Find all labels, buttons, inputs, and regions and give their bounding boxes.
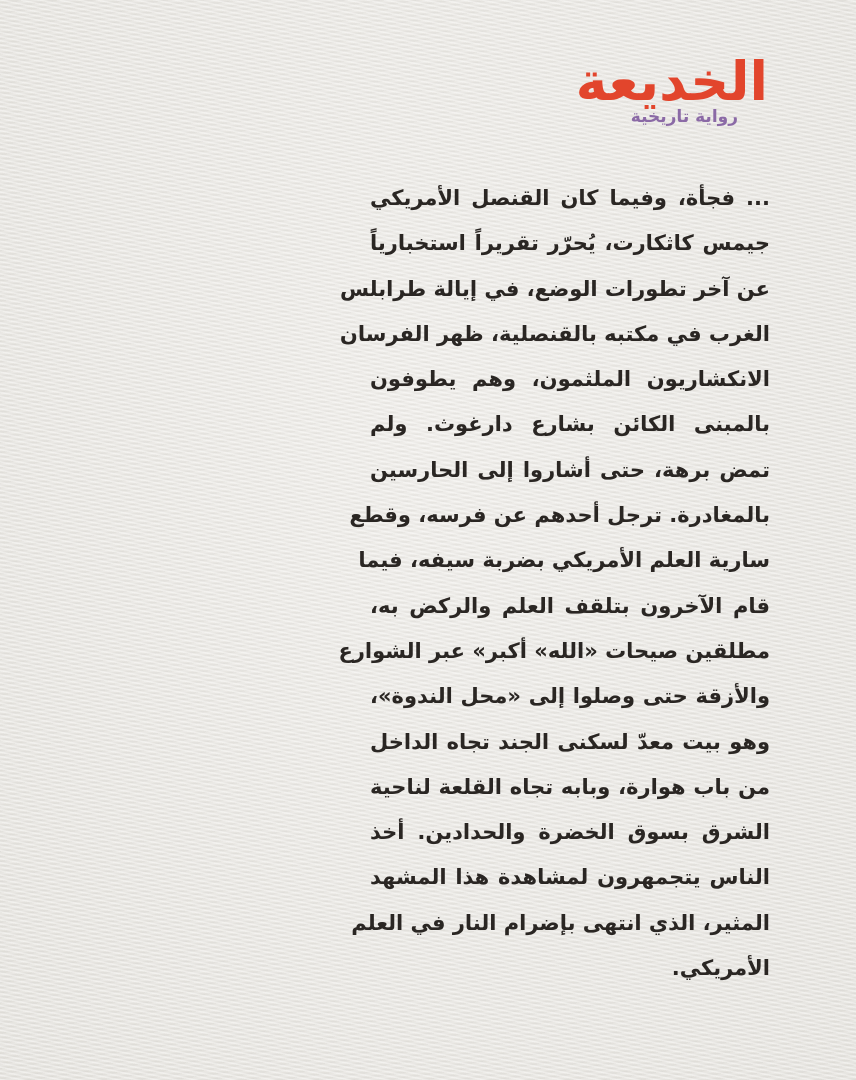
passage-line: ... فجأة، وفيما كان القنصل الأمريكي (370, 186, 770, 210)
passage-line: سارية العلم الأمريكي بضربة سيفه، فيما (358, 548, 770, 573)
passage-line: المثير، الذي انتهى بإضرام النار في العلم (351, 910, 770, 935)
passage-line: عن آخر تطورات الوضع، في إيالة طرابلس (339, 276, 770, 301)
passage-line: والأزقة حتى وصلوا إلى «محل الندوة»، (370, 684, 770, 709)
passage-line: الناس يتجمهرون لمشاهدة هذا المشهد (370, 865, 770, 890)
passage-line: من باب هوارة، وبابه تجاه القلعة لناحية (370, 774, 770, 799)
passage-line: قام الآخرون بتلقف العلم والركض به، (370, 593, 770, 618)
passage-line: الانكشاريون الملثمون، وهم يطوفون (370, 367, 770, 392)
passage-line: تمض برهة، حتى أشاروا إلى الحارسين (370, 457, 770, 482)
passage-line: الغرب في مكتبه بالقنصلية، ظهر الفرسان (339, 321, 770, 346)
title-block (508, 52, 768, 127)
passage-line: جيمس كاثكارت، يُحرّر تقريراً استخبارياً (370, 231, 770, 256)
passage-line: الشرق بسوق الخضرة والحدادين. أخذ (370, 820, 770, 845)
book-subtitle: رواية تاريخية (630, 107, 738, 128)
passage-line: مطلقين صيحات «الله» أكبر» عبر الشوارع (338, 638, 770, 663)
book-title: الخديعة (575, 50, 768, 113)
passage-line: الأمريكي. (671, 956, 770, 981)
passage-line: وهو بيت معدّ لسكنى الجند تجاه الداخل (370, 729, 770, 754)
passage-line: بالمبنى الكائن بشارع دارغوث. ولم (370, 412, 770, 437)
passage-text (338, 176, 770, 991)
passage-line: بالمغادرة. ترجل أحدهم عن فرسه، وقطع (349, 503, 770, 528)
